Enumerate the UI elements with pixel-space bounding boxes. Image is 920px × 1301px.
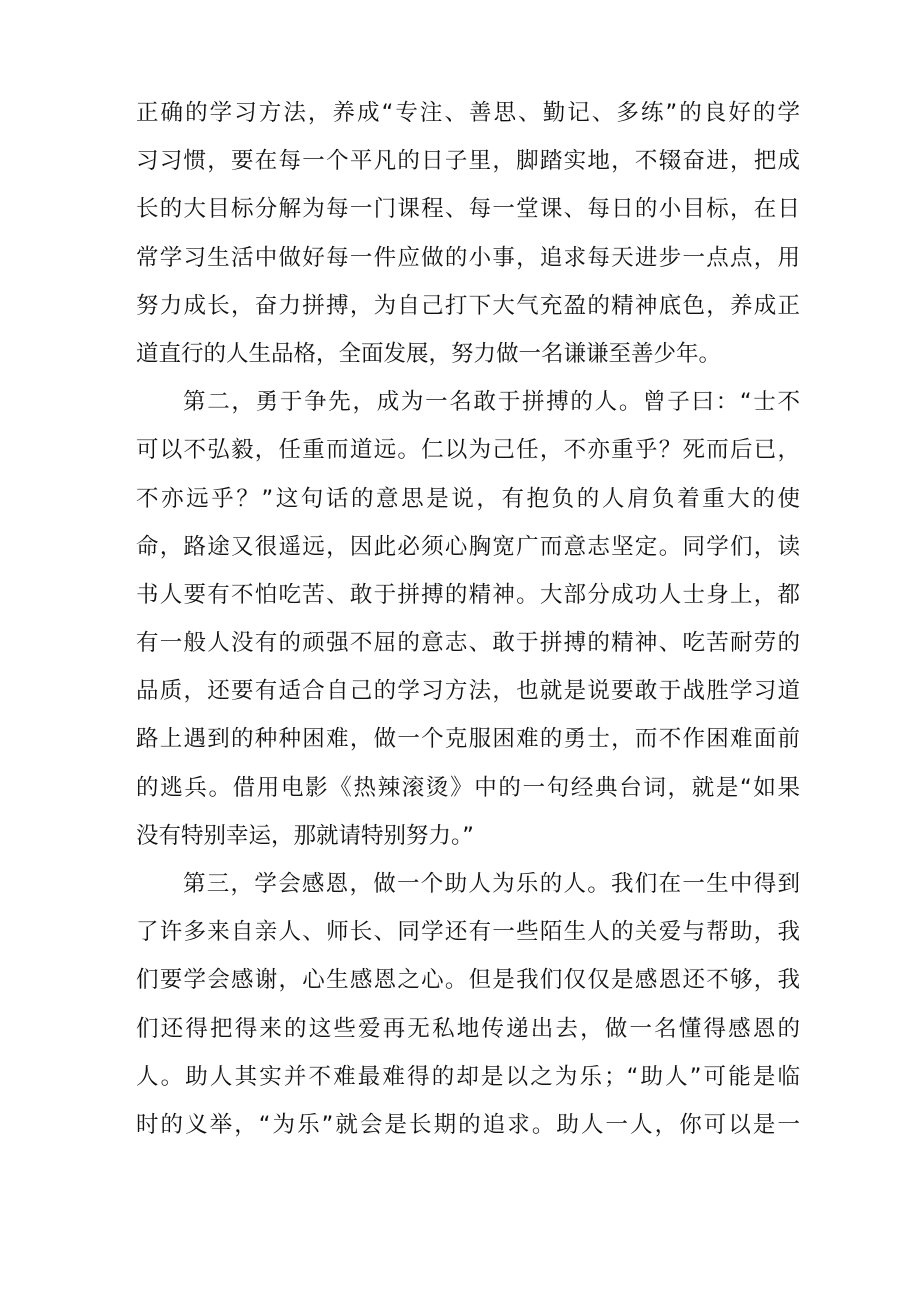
text-line: 书人要有不怕吃苦、敢于拼搏的精神。大部分成功人士身上，都 — [136, 581, 800, 608]
text-line: 道直行的人生品格，全面发展，努力做一名谦谦至善少年。 — [136, 340, 722, 367]
text-line: 常学习生活中做好每一件应做的小事，追求每天进步一点点，用 — [136, 244, 800, 271]
paragraph-start-line: 第三，学会感恩，做一个助人为乐的人。我们在一生中得到 — [183, 871, 800, 897]
text-line: 努力成长，奋力拼搏，为自己打下大气充盈的精神底色，养成正 — [136, 292, 800, 319]
text-line: 有一般人没有的顽强不屈的意志、敢于拼搏的精神、吃苦耐劳的 — [136, 630, 800, 657]
text-line: 不亦远乎？”这句话的意思是说，有抱负的人肩负着重大的使 — [136, 485, 800, 512]
text-line: 们要学会感谢，心生感恩之心。但是我们仅仅是感恩还不够，我 — [136, 967, 800, 994]
paragraph-start-line: 第二，勇于争先，成为一名敢于拼搏的人。曾子曰：“士不 — [183, 389, 800, 416]
text-line: 时的义举，“为乐”就会是长期的追求。助人一人，你可以是一 — [136, 1111, 800, 1138]
text-line: 的逃兵。借用电影《热辣滚烫》中的一句经典台词，就是“如果 — [136, 774, 800, 801]
text-line: 了许多来自亲人、师长、同学还有一些陌生人的关爱与帮助，我 — [136, 919, 800, 946]
document-body — [136, 89, 800, 1149]
text-line: 习习惯，要在每一个平凡的日子里，脚踏实地，不辍奋进，把成 — [136, 148, 800, 175]
text-line: 命，路途又很遥远，因此必须心胸宽广而意志坚定。同学们，读 — [136, 533, 800, 560]
text-line: 可以不弘毅，任重而道远。仁以为己任，不亦重乎？死而后已， — [136, 437, 800, 464]
text-line: 人。助人其实并不难最难得的却是以之为乐；“助人”可能是临 — [136, 1063, 800, 1090]
text-line: 正确的学习方法，养成“专注、善思、勤记、多练”的良好的学 — [136, 100, 800, 126]
text-line: 长的大目标分解为每一门课程、每一堂课、每日的小目标，在日 — [136, 196, 800, 223]
text-line: 们还得把得来的这些爱再无私地传递出去，做一名懂得感恩的 — [136, 1015, 800, 1042]
text-line: 没有特别幸运，那就请特别努力。” — [136, 822, 474, 849]
text-line: 路上遇到的种种困难，做一个克服困难的勇士，而不作困难面前 — [136, 726, 800, 753]
text-line: 品质，还要有适合自己的学习方法，也就是说要敢于战胜学习道 — [136, 678, 800, 705]
